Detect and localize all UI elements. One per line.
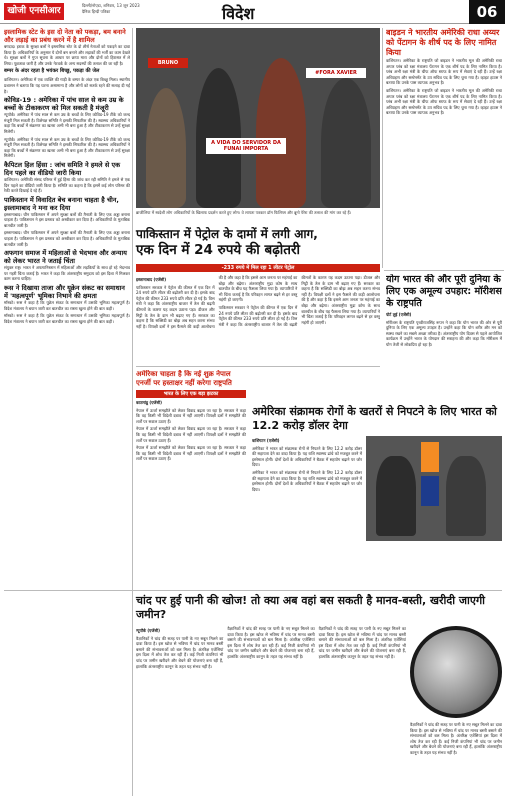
mid-right-story bbox=[386, 274, 502, 404]
bottom-right-byline: वाशिंगटन (एजेंसी) bbox=[252, 438, 280, 443]
bottom-left-body-cont: नेपाल में ऊर्जा समझौते को लेकर विवाद बढ़ता जा रहा है। सरकार ने कहा कि वह किसी भी विदेशी दबाव में नहीं आएगी। विपक्षी दलों ने समझौते की शर्तों पर सवाल उठाए हैं। bbox=[136, 426, 246, 443]
bottom-left-byline: काठमांडू (एजेंसी) bbox=[136, 400, 162, 405]
bottom-row-headline: चांद पर हुई पानी की खोज! तो क्या अब वहां बस सकती है मानव-बस्ती, खरीदी जाएगी जमीन? bbox=[136, 594, 486, 621]
story3-headline: कोविड-19 : अमेरिका में पांच साल से कम उम्र के बच्चों के टीकाकरण को मिल सकती है मंजूरी bbox=[4, 96, 124, 113]
main-tagline: -233 रुपये में मिल रहा 1 लीटर पेट्रोल bbox=[136, 264, 380, 272]
story7-headline: रूस ने दिखाया ताजा और यूक्रेन संकट का समाधान में 'महत्वपूर्ण' भूमिका निभाने की क्षमता bbox=[4, 284, 125, 301]
mid-right-byline: पोर्ट लुई (एजेंसी) bbox=[386, 312, 412, 317]
column-divider bbox=[382, 28, 383, 268]
story4-headline: कैपिटल हिल हिंसा : जांच समिति ने हमले से एक दिन पहले का वीडियो जारी किया bbox=[4, 160, 121, 177]
protest-sign: A VIDA DO SERVIDOR DA FUNAI IMPORTA bbox=[206, 138, 286, 154]
bottom-right-body-cont: अमेरिका ने भारत को संक्रामक रोगों से निपटने के लिए 12.2 करोड़ डॉलर की सहायता देने का वादा किया है। यह राशि स्वास्थ्य ढांचे को मजबूत करने में इस्तेमाल होगी। दोनों देशों के अधिकारियों ने बैठक में सहयोग बढ़ाने पर जोर दिया। bbox=[252, 469, 362, 492]
bottom-row-story bbox=[136, 626, 406, 796]
moon-photo bbox=[410, 626, 502, 718]
main-headline-line2: एक दिन में 24 रुपये की बढ़ोतरी bbox=[136, 242, 301, 258]
meeting-photo bbox=[366, 436, 502, 541]
section-divider bbox=[4, 590, 502, 591]
issue-meta bbox=[82, 3, 140, 15]
main-story-body bbox=[136, 275, 380, 363]
mid-right-headline: योग भारत की और पूरी दुनिया के लिए एक अमूल्य उपहार: मॉरीशस के राष्ट्रपति bbox=[386, 274, 502, 309]
story5-body: इस्लामाबाद। चीन पाकिस्तान में अपने सुरक्षा बलों की तैनाती के लिए एक अड्डा बनाना चाहता है। पाकिस्तान ने इस प्रस्ताव को अस्वीकार कर दिया है। अधिकारियों के मुताबिक बातचीत जारी है। bbox=[4, 211, 130, 228]
page-header bbox=[0, 0, 505, 24]
bottom-row-body: वैज्ञानिकों ने चांद की सतह पर पानी के नए सबूत मिलने का दावा किया है। इस खोज से भविष्य में चांद पर मानव बस्ती बसाने की संभावनाओं को बल मिला है। अंतरिक्ष एजेंसियां इस दिशा में शोध तेज कर रही हैं। कई निजी कंपनियां भी चांद पर जमीन खरीदने और बेचने की योजनाएं बना रही हैं, हालांकि अंतरराष्ट्रीय कानून के तहत यह संभव नहीं है। bbox=[136, 635, 224, 669]
bottom-left-body: नेपाल में ऊर्जा समझौते को लेकर विवाद बढ़ता जा रहा है। सरकार ने कहा कि वह किसी भी विदेशी दबाव में नहीं आएगी। विपक्षी दलों ने समझौते की शर्तों पर सवाल उठाए हैं। bbox=[136, 407, 246, 424]
story2-body: वाशिंगटन। अमेरिका में एक व्यक्ति की गाड़ी के बम्पर के अंदर एक बिच्छू मिला। स्थानीय प्रशासन ने बताया कि यह घटना असामान्य है और लोगों को सतर्क रहने की सलाह दी गई है। bbox=[4, 77, 130, 94]
flag-icon bbox=[421, 442, 439, 472]
story4-body: वाशिंगटन। अमेरिकी संसद परिसर में हुई हिंसा की जांच कर रही समिति ने हमले से एक दिन पहले का वीडियो जारी किया है। समिति का कहना है कि इसमें कई लोग परिसर की रेकी करते दिखाई दे रहे हैं। bbox=[4, 176, 130, 194]
left-column bbox=[4, 28, 130, 796]
section-divider bbox=[384, 270, 504, 271]
person-figure bbox=[256, 58, 306, 208]
main-headline-line1: पाकिस्तान में पेट्रोल के दामों में लगी आग, bbox=[136, 227, 318, 241]
story7-body-cont: मॉस्को। रूस ने कहा है कि यूक्रेन संकट के समाधान में उसकी भूमिका महत्वपूर्ण है। विदेश मंत्रालय ने बयान जारी कर बातचीत का रास्ता खुला होने की बात कही। bbox=[4, 313, 130, 324]
story7-body: मॉस्को। रूस ने कहा है कि यूक्रेन संकट के समाधान में उसकी भूमिका महत्वपूर्ण है। विदेश मंत्रालय ने बयान जारी कर बातचीत का रास्ता खुला होने की बात कही। bbox=[4, 300, 130, 311]
story1-headline: इस्लामिक स्टेट के इस दो नेता को पकड़ा, बम बनाने और लड़ाई का प्रबंध करने में है शामिल bbox=[4, 28, 126, 44]
story3-body-cont: न्यूयॉर्क। अमेरिका में पांच साल से कम उम्र के बच्चों के लिए कोविड-19 टीके को जल्द मंजूरी मिल सकती है। विशेषज्ञ समिति ने इसकी सिफारिश की है। स्वास्थ्य अधिकारियों ने कहा कि बच्चों में संक्रमण का खतरा अभी भी बना हुआ है और टीकाकरण से उन्हें सुरक्षा मिलेगी। bbox=[4, 136, 130, 159]
bottom-row-side-body: वैज्ञानिकों ने चांद की सतह पर पानी के नए सबूत मिलने का दावा किया है। इस खोज से भविष्य में चांद पर मानव बस्ती बसाने की संभावनाओं को बल मिला है। अंतरिक्ष एजेंसियां इस दिशा में शोध तेज कर रही हैं। कई निजी कंपनियां भी चांद पर जमीन खरीदने और बेचने की योजनाएं बना रही हैं, हालांकि अंतरराष्ट्रीय कानून के तहत यह संभव नहीं है। bbox=[410, 722, 502, 755]
newspaper-logo: खोजी एनसीआर bbox=[4, 3, 64, 20]
right-top-headline: बाइडन ने भारतीय अमेरिकी राधा अय्यर को पेंटागन के शीर्ष पद के लिए नामित किया bbox=[386, 28, 500, 57]
bottom-left-story bbox=[136, 370, 246, 585]
right-top-body-cont: वाशिंगटन। अमेरिका के राष्ट्रपति जो बाइडन ने भारतीय मूल की अमेरिकी राधा अय्यर प्लंब को रक्षा मंत्रालय पेंटागन के एक शीर्ष पद के लिए नामित किया है। प्लंब अभी रक्षा मंत्री के चीफ ऑफ स्टाफ के रूप में सेवाएं दे रही हैं। उन्हें रक्षा अधिग्रहण और सस्टेनमेंट के उप सचिव पद के लिए चुना गया है। व्हाइट हाउस ने बताया कि उनके पास व्यापक अनुभव है। bbox=[386, 87, 502, 116]
bottom-row-body-cont2: वैज्ञानिकों ने चांद की सतह पर पानी के नए सबूत मिलने का दावा किया है। इस खोज से भविष्य में चांद पर मानव बस्ती बसाने की संभावनाओं को बल मिला है। अंतरिक्ष एजेंसियां इस दिशा में शोध तेज कर रही हैं। कई निजी कंपनियां भी चांद पर जमीन खरीदने और बेचने की योजनाएं बना रही हैं, हालांकि अंतरराष्ट्रीय कानून के तहत यह संभव नहीं है। bbox=[318, 626, 406, 659]
bottom-left-tagbar: भारत के लिए एक बड़ा झटका bbox=[136, 390, 246, 398]
story5-headline: पाकिस्तान में विवादित बेच बनाना चाहता है चीन, इस्लामाबाद ने मना कर दिया bbox=[4, 195, 119, 212]
person-figure bbox=[446, 456, 486, 536]
bottom-right-body: अमेरिका ने भारत को संक्रामक रोगों से निपटने के लिए 12.2 करोड़ डॉलर की सहायता देने का वादा किया है। यह राशि स्वास्थ्य ढांचे को मजबूत करने में इस्तेमाल होगी। दोनों देशों के अधिकारियों ने बैठक में सहयोग बढ़ाने पर जोर दिया। bbox=[252, 445, 362, 468]
bottom-right-headline: अमेरिका संक्रामक रोगों के खतरों से निपटने के लिए भारत को 12.2 करोड़ डॉलर देगा bbox=[252, 405, 497, 432]
story6-headline: अफगान समाज में महिलाओं से भेदभाव और अन्याय को लेकर भारत ने जताई चिंता bbox=[4, 249, 127, 266]
story2-headline: बम्पर के अंदर रहता है भयंकर बिच्छू, पकड़ा की जेल bbox=[4, 68, 100, 75]
flag-icon bbox=[421, 476, 439, 506]
moon-icon bbox=[414, 630, 498, 714]
section-title: विदेश bbox=[222, 4, 255, 23]
person-figure bbox=[321, 78, 371, 208]
page-number: 06 bbox=[469, 0, 505, 24]
bottom-left-headline: अमेरिका चाहता है कि नई शुक्र नेपाल एनर्जी पर हस्ताक्षर नहीं करेगा राष्ट्रपति bbox=[136, 370, 232, 387]
protest-photo bbox=[136, 28, 380, 208]
main-body: पाकिस्तान सरकार ने पेट्रोल की कीमत में एक दिन में 24 रुपये प्रति लीटर की बढ़ोतरी कर दी है। इसके बाद पेट्रोल की कीमत 233 रुपये प्रति लीटर हो गई है। वित्त मंत्री ने कहा कि अंतरराष्ट्रीय बाजार में तेल की बढ़ती कीमतों के कारण यह कदम उठाना पड़ा। डीजल और मिट्टी के तेल के दाम भी बढ़ाए गए हैं। सरकार का कहना है कि सब्सिडी का बोझ अब सहन करना संभव नहीं है। विपक्षी दलों ने इस फैसले की कड़ी आलोचना की है और कहा है कि इससे आम जनता पर महंगाई का बोझ और बढ़ेगा। अंतरराष्ट्रीय मुद्रा कोष के साथ बातचीत के बीच यह फैसला लिया गया है। व्यापारियों ने भी चिंता जताई है कि परिवहन लागत बढ़ने से हर वस्तु महंगी हो जाएगी। bbox=[136, 275, 298, 329]
issue-type: दैनिक हिन्दी पत्रिका bbox=[82, 9, 111, 14]
column-divider bbox=[132, 28, 133, 796]
bottom-row-side bbox=[410, 722, 502, 796]
right-top-body: वाशिंगटन। अमेरिका के राष्ट्रपति जो बाइडन ने भारतीय मूल की अमेरिकी राधा अय्यर प्लंब को रक्षा मंत्रालय पेंटागन के एक शीर्ष पद के लिए नामित किया है। प्लंब अभी रक्षा मंत्री के चीफ ऑफ स्टाफ के रूप में सेवाएं दे रही हैं। उन्हें रक्षा अधिग्रहण और सस्टेनमेंट के उप सचिव पद के लिए चुना गया है। व्हाइट हाउस ने बताया कि उनके पास व्यापक अनुभव है। bbox=[386, 58, 502, 86]
right-top-story bbox=[386, 28, 502, 268]
main-headline bbox=[136, 226, 380, 259]
mid-right-body: मॉरीशस के राष्ट्रपति पृथ्वीराजसिंह रूपन ने कहा कि योग भारत की ओर से पूरी दुनिया के लिए एक अमूल्य उपहार है। उन्होंने कहा कि योग शरीर और मन को स्वस्थ रखने का सबसे अच्छा तरीका है। अंतरराष्ट्रीय योग दिवस से पहले आयोजित कार्यक्रम में उन्होंने भारत के योगदान की सराहना की और कहा कि मॉरीशस में योग तेजी से लोकप्रिय हो रहा है। bbox=[386, 319, 502, 347]
story1-body: बगदाद। इराक के सुरक्षा बलों ने इस्लामिक स्टेट के दो शीर्ष नेताओं को पकड़ने का दावा किया है। अधिकारियों के अनुसार ये दोनों बम बनाने और लड़ाकों की भर्ती का काम देखते थे। सुरक्षा बलों ने गुप्त सूचना के आधार पर छापा मारा और दोनों को हिरासत में ले लिया। पूछताछ जारी है और उनके नेटवर्क के अन्य सदस्यों की तलाश की जा रही है। bbox=[4, 44, 130, 66]
bottom-left-body-cont2: नेपाल में ऊर्जा समझौते को लेकर विवाद बढ़ता जा रहा है। सरकार ने कहा कि वह किसी भी विदेशी दबाव में नहीं आएगी। विपक्षी दलों ने समझौते की शर्तों पर सवाल उठाए हैं। bbox=[136, 445, 246, 462]
story3-body: न्यूयॉर्क। अमेरिका में पांच साल से कम उम्र के बच्चों के लिए कोविड-19 टीके को जल्द मंजूरी मिल सकती है। विशेषज्ञ समिति ने इसकी सिफारिश की है। स्वास्थ्य अधिकारियों ने कहा कि बच्चों में संक्रमण का खतरा अभी भी बना हुआ है और टीकाकरण से उन्हें सुरक्षा मिलेगी। bbox=[4, 112, 130, 134]
photo-caption: ब्राजीलिया में स्वदेशी लोग अधिकारियों के खिलाफ प्रदर्शन करते हुए लोग। वे लापता पत्रकार डॉम फिलिप्स और ब्रूनो पेरेरा की तलाश की मांग कर रहे हैं। bbox=[136, 210, 352, 215]
protest-sign: BRUNO bbox=[148, 58, 188, 68]
story5-body-cont: इस्लामाबाद। चीन पाकिस्तान में अपने सुरक्षा बलों की तैनाती के लिए एक अड्डा बनाना चाहता है। पाकिस्तान ने इस प्रस्ताव को अस्वीकार कर दिया है। अधिकारियों के मुताबिक बातचीत जारी है। bbox=[4, 230, 130, 247]
bottom-row-byline: न्यूयॉर्क (एजेंसी) bbox=[136, 628, 160, 633]
issue-date: दिल्ली/नोएडा, शनिवार, 13 जून 2023 bbox=[82, 3, 140, 8]
main-body-cont: पाकिस्तान सरकार ने पेट्रोल की कीमत में एक दिन में 24 रुपये प्रति लीटर की बढ़ोतरी कर दी है। इसके बाद पेट्रोल की कीमत 233 रुपये प्रति लीटर हो गई है। वित्त मंत्री ने कहा कि अंतरराष्ट्रीय बाजार में तेल की बढ़ती कीमतों के कारण यह कदम उठाना पड़ा। डीजल और मिट्टी के तेल के दाम भी बढ़ाए गए हैं। सरकार का कहना है कि सब्सिडी का बोझ अब सहन करना संभव नहीं है। विपक्षी दलों ने इस फैसले की कड़ी आलोचना की है और कहा है कि इससे आम जनता पर महंगाई का बोझ और बढ़ेगा। अंतरराष्ट्रीय मुद्रा कोष के साथ बातचीत के बीच यह फैसला लिया गया है। व्यापारियों ने भी चिंता जताई है कि परिवहन लागत बढ़ने से हर वस्तु महंगी हो जाएगी। bbox=[218, 275, 380, 327]
main-byline: इस्लामाबाद (एजेंसी) bbox=[136, 277, 167, 282]
story6-body: संयुक्त राष्ट्र। भारत ने अफगानिस्तान में महिलाओं और लड़कियों के साथ हो रहे भेदभाव पर गहरी चिंता जताई है। भारत ने कहा कि अंतरराष्ट्रीय समुदाय को इस दिशा में मिलकर काम करना चाहिए। bbox=[4, 265, 130, 282]
person-figure bbox=[146, 88, 186, 208]
bottom-right-story bbox=[252, 405, 502, 585]
bottom-row-body-cont: वैज्ञानिकों ने चांद की सतह पर पानी के नए सबूत मिलने का दावा किया है। इस खोज से भविष्य में चांद पर मानव बस्ती बसाने की संभावनाओं को बल मिला है। अंतरिक्ष एजेंसियां इस दिशा में शोध तेज कर रही हैं। कई निजी कंपनियां भी चांद पर जमीन खरीदने और बेचने की योजनाएं बना रही हैं, हालांकि अंतरराष्ट्रीय कानून के तहत यह संभव नहीं है। bbox=[227, 626, 315, 659]
section-divider bbox=[136, 366, 380, 367]
person-figure bbox=[376, 456, 416, 536]
protest-sign: #FORA XAVIER bbox=[306, 68, 366, 78]
